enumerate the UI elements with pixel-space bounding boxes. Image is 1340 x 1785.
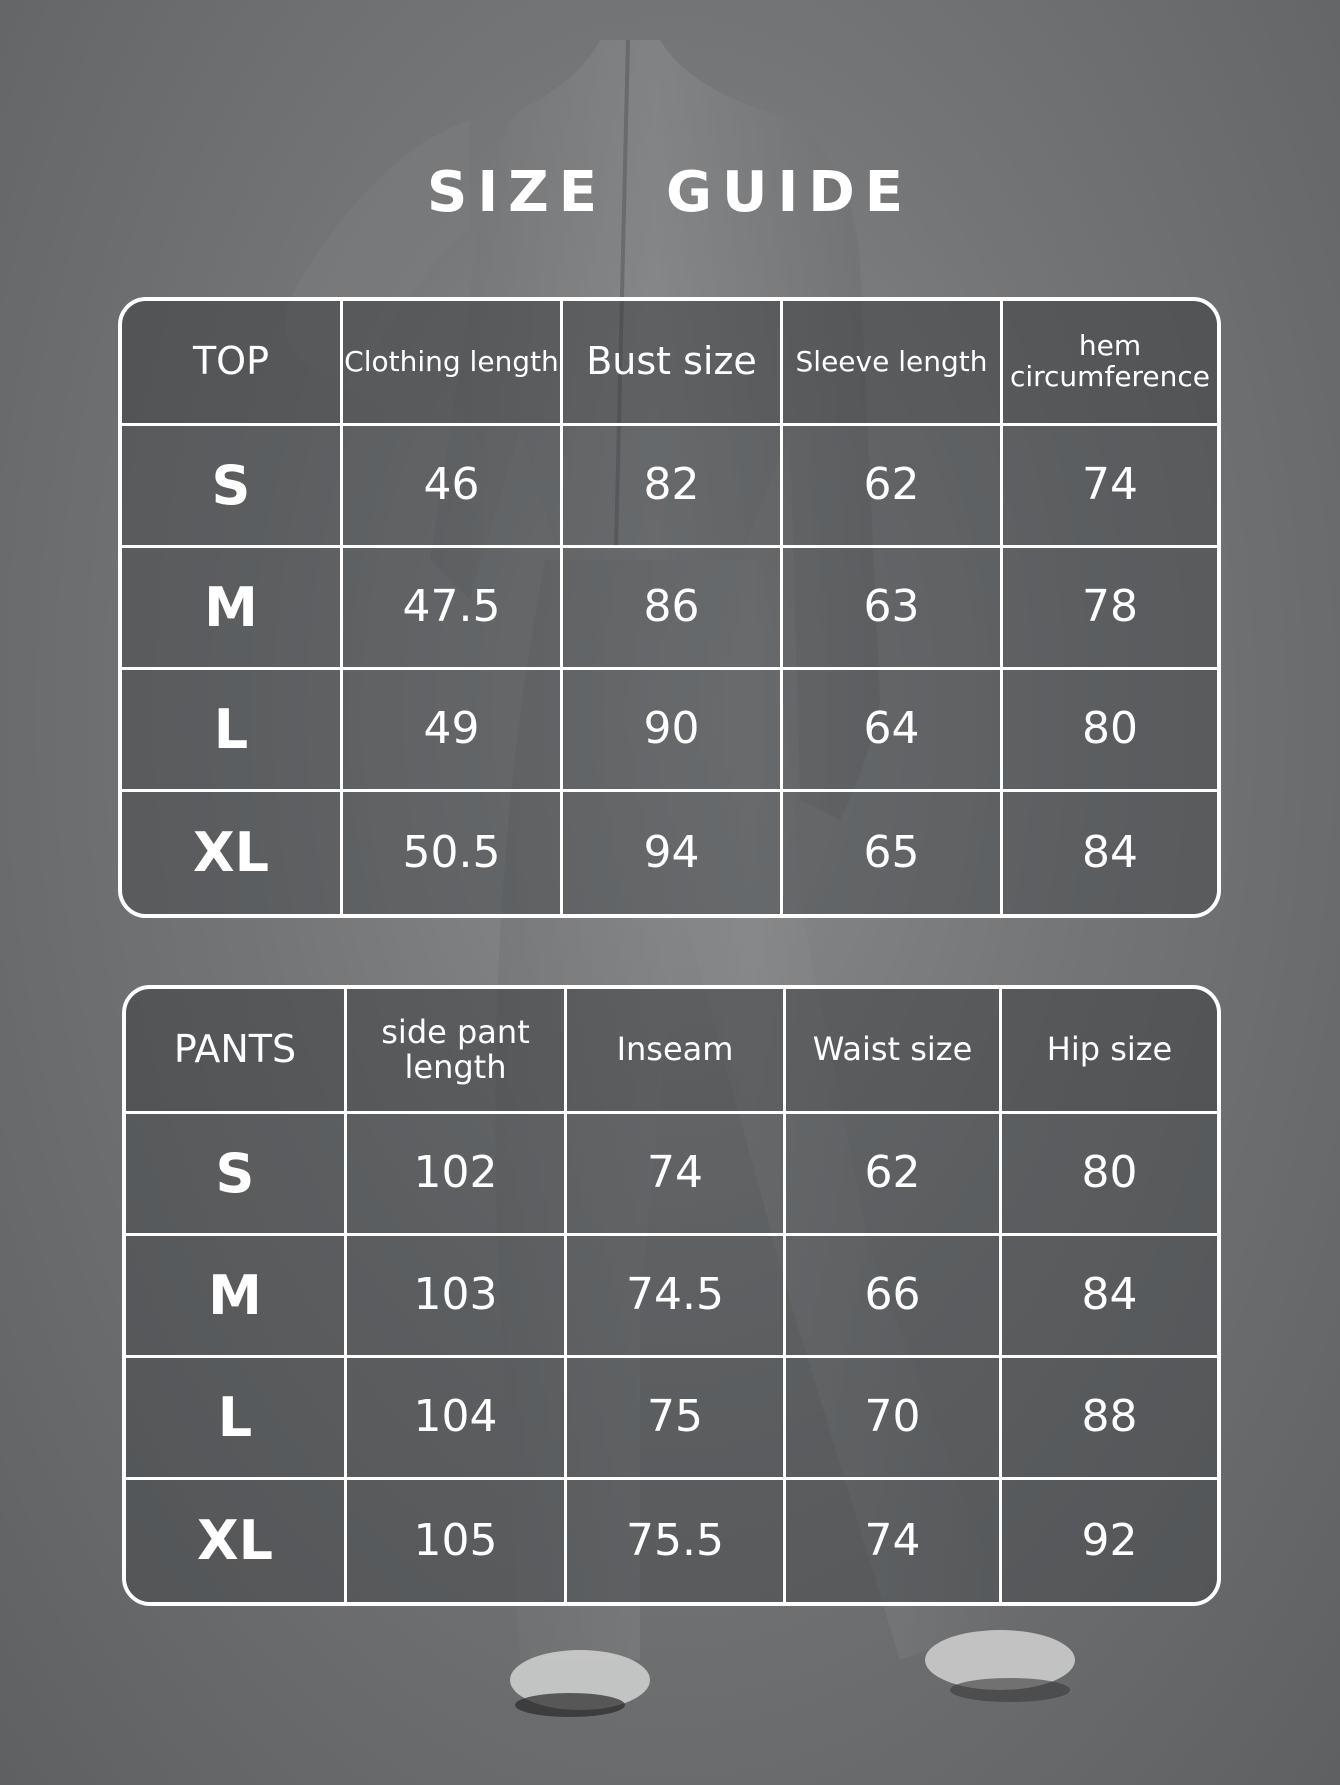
cell-value: 84 xyxy=(1082,826,1138,878)
table-cell xyxy=(347,1358,567,1480)
cell-value: 105 xyxy=(413,1514,498,1566)
size-label: S xyxy=(215,1141,255,1205)
table-cell xyxy=(567,1236,786,1358)
cell-value: 88 xyxy=(1081,1391,1138,1443)
table-cell xyxy=(786,1358,1002,1480)
table-cell xyxy=(1003,670,1217,792)
table-row-size xyxy=(122,426,343,548)
table-cell xyxy=(563,548,783,670)
cell-value: 80 xyxy=(1081,1147,1138,1199)
header-text: PANTS xyxy=(173,1027,297,1072)
cell-value: 62 xyxy=(864,1147,921,1199)
table-row-size xyxy=(126,1114,347,1236)
cell-value: 64 xyxy=(863,703,920,755)
cell-value: 104 xyxy=(413,1391,498,1443)
cell-value: 65 xyxy=(863,826,920,878)
cell-value: 75 xyxy=(647,1391,703,1443)
cell-value: 80 xyxy=(1082,703,1138,755)
table-cell xyxy=(563,426,783,548)
size-label: L xyxy=(217,1385,253,1449)
cell-value: 90 xyxy=(643,703,700,755)
pants-header-waist-size xyxy=(786,989,1002,1114)
top-size-table xyxy=(118,297,1221,918)
cell-value: 102 xyxy=(413,1147,498,1199)
cell-value: 84 xyxy=(1081,1269,1138,1321)
cell-value: 49 xyxy=(423,703,480,755)
table-cell xyxy=(347,1480,567,1602)
size-label: XL xyxy=(192,821,270,885)
cell-value: 103 xyxy=(413,1269,498,1321)
pants-size-table xyxy=(122,985,1221,1606)
size-label: L xyxy=(213,697,249,761)
header-text: side pant length xyxy=(381,1012,530,1086)
header-text: hem circumference xyxy=(1009,329,1211,393)
table-cell xyxy=(1002,1114,1217,1236)
size-label: S xyxy=(211,453,251,517)
table-row-size xyxy=(126,1236,347,1358)
cell-value: 82 xyxy=(643,459,700,511)
table-cell xyxy=(783,792,1003,914)
top-header-label xyxy=(122,301,343,426)
table-cell xyxy=(783,548,1003,670)
pants-header-label xyxy=(126,989,347,1114)
table-cell xyxy=(1003,426,1217,548)
top-header-sleeve-length xyxy=(783,301,1003,426)
cell-value: 74 xyxy=(864,1514,921,1566)
table-cell xyxy=(343,792,563,914)
table-cell xyxy=(347,1236,567,1358)
table-cell xyxy=(343,670,563,792)
cell-value: 63 xyxy=(863,581,920,633)
cell-value: 66 xyxy=(864,1269,921,1321)
size-label: M xyxy=(208,1263,262,1327)
table-row-size xyxy=(122,670,343,792)
table-cell xyxy=(1002,1358,1217,1480)
pants-header-side-pant-length xyxy=(347,989,567,1114)
table-row-size xyxy=(122,548,343,670)
table-cell xyxy=(567,1480,786,1602)
table-cell xyxy=(563,670,783,792)
cell-value: 86 xyxy=(643,581,700,633)
table-cell xyxy=(567,1114,786,1236)
cell-value: 74 xyxy=(1082,459,1138,511)
table-cell xyxy=(1002,1480,1217,1602)
pants-header-hip-size xyxy=(1002,989,1217,1114)
table-cell xyxy=(563,792,783,914)
table-cell xyxy=(347,1114,567,1236)
table-cell xyxy=(786,1480,1002,1602)
header-text: Sleeve length xyxy=(795,344,988,378)
table-row-size xyxy=(126,1480,347,1602)
table-cell xyxy=(783,670,1003,792)
cell-value: 78 xyxy=(1082,581,1138,633)
cell-value: 94 xyxy=(643,826,700,878)
header-text: Waist size xyxy=(812,1030,973,1069)
table-cell xyxy=(343,548,563,670)
table-cell xyxy=(786,1114,1002,1236)
pants-header-inseam xyxy=(567,989,786,1114)
top-header-bust-size xyxy=(563,301,783,426)
top-size-grid xyxy=(122,301,1217,914)
cell-value: 92 xyxy=(1081,1514,1138,1566)
header-text: Inseam xyxy=(616,1030,734,1069)
cell-value: 62 xyxy=(863,459,920,511)
cell-value: 47.5 xyxy=(402,581,501,633)
top-header-clothing-length xyxy=(343,301,563,426)
table-cell xyxy=(343,426,563,548)
header-text: TOP xyxy=(192,339,270,384)
cell-value: 75.5 xyxy=(626,1514,724,1566)
page-title: SIZE GUIDE xyxy=(426,160,914,225)
cell-value: 50.5 xyxy=(402,826,501,878)
header-text: Clothing length xyxy=(344,344,559,378)
table-cell xyxy=(783,426,1003,548)
pants-size-grid xyxy=(126,989,1217,1602)
cell-value: 70 xyxy=(864,1391,921,1443)
table-cell xyxy=(567,1358,786,1480)
size-label: XL xyxy=(196,1509,274,1573)
table-cell xyxy=(1003,792,1217,914)
top-header-hem-circumference xyxy=(1003,301,1217,426)
header-text: Bust size xyxy=(586,339,757,384)
table-cell xyxy=(786,1236,1002,1358)
table-row-size xyxy=(126,1358,347,1480)
cell-value: 46 xyxy=(423,459,480,511)
table-cell xyxy=(1003,548,1217,670)
cell-value: 74.5 xyxy=(626,1269,724,1321)
cell-value: 74 xyxy=(647,1147,703,1199)
table-row-size xyxy=(122,792,343,914)
table-cell xyxy=(1002,1236,1217,1358)
header-text: Hip size xyxy=(1046,1030,1173,1069)
size-label: M xyxy=(204,575,258,639)
